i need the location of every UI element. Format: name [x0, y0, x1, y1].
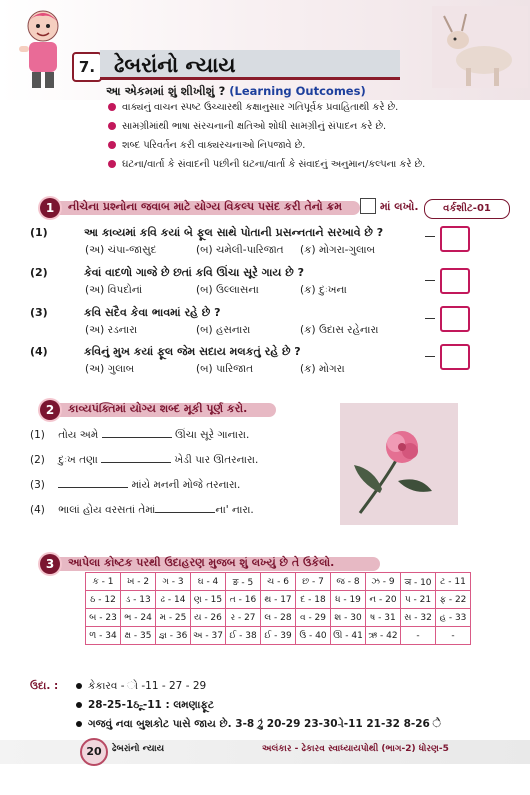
- section1-title: નીચેના પ્રશ્નોના જવાબ માટે યોગ્ય વિકલ્પ પસંદ કરી તેનો ક્રમ: [68, 200, 343, 213]
- question-text: કવિનું મુખ કયાં ફૂલ જેમ સદાય મલકતું રહે છે ?: [84, 345, 301, 358]
- table-cell: ષ - 31: [366, 609, 401, 627]
- poem-line: [30, 502, 254, 517]
- option-b: (બ) ઉલ્લાસના: [196, 284, 259, 296]
- section1-title-end: માં લખો.: [380, 200, 419, 213]
- table-row: [86, 591, 471, 609]
- table-cell: ખ - 2: [121, 573, 156, 591]
- bullet-icon: [108, 141, 116, 149]
- table-cell: જ્ઞ - 36: [156, 627, 191, 645]
- line-after: ના' નારા.: [215, 504, 254, 516]
- table-cell: ક - 1: [86, 573, 121, 591]
- option-c: (ક) દુઃખના: [300, 284, 347, 296]
- table-cell: ઋ - 42: [366, 627, 401, 645]
- option-c: (ક) ઉદાસ રહેનારા: [300, 324, 379, 336]
- line-after: ઊંચા સૂરે ગાનારા.: [174, 429, 250, 441]
- option-b: (બ) પારિજાત: [196, 363, 254, 375]
- learning-outcome-text: વાક્યનું વાચન સ્પષ્ટ ઉચ્ચારથી કક્ષાનુસાર ગતિપૂર્વક પ્રવાહિતાથી કરે છે.: [122, 102, 399, 113]
- option-b: (બ) ચમેલી-પારિજાત: [196, 244, 284, 256]
- option-a: (અ) ગુલાબ: [85, 363, 135, 375]
- option-a: (અ) વિપદોનાં: [85, 284, 143, 296]
- learning-outcome-text: શબ્દ પરિવર્તન કરી વાક્યરચનાઓ નિપજાવે છે.: [122, 140, 306, 151]
- fill-blank[interactable]: [58, 477, 128, 488]
- table-cell: વ - 29: [296, 609, 331, 627]
- option-a: (અ) ચંપા-જાસુદ: [85, 244, 157, 256]
- answer-dash: [425, 280, 435, 281]
- section2-number: 2: [40, 400, 60, 420]
- fill-blank[interactable]: [101, 452, 171, 463]
- table-cell: ડ - 13: [121, 591, 156, 609]
- table-cell: ઠ - 12: [86, 591, 121, 609]
- table-cell: ગ - 3: [156, 573, 191, 591]
- table-cell: ઢ - 14: [156, 591, 191, 609]
- table-cell: ઘ - 4: [191, 573, 226, 591]
- question-number: (1): [30, 226, 48, 239]
- line-before: તોય અમે: [58, 429, 99, 441]
- table-cell: -: [401, 627, 436, 645]
- table-cell: ત - 16: [226, 591, 261, 609]
- table-row: [86, 609, 471, 627]
- line-number: (2): [30, 454, 45, 466]
- example-item: [76, 718, 441, 731]
- option-c: (ક) મોગરા-ગુલાબ: [300, 244, 376, 256]
- example-item: [76, 680, 206, 693]
- table-cell: પ - 21: [401, 591, 436, 609]
- table-row: [86, 627, 471, 645]
- section3-title: આપેલા કોષ્ટક પરથી ઉદાહરણ મુજબ શું લખ્યું છે તે ઉકેલો.: [68, 556, 335, 569]
- question-text: આ કાવ્યમાં કવિ કયાં બે ફૂલ સાથે પોતાની પ્રસન્નતાને સરખાવે છે ?: [84, 226, 384, 239]
- line-number: (3): [30, 479, 45, 491]
- table-cell: ફ - 22: [436, 591, 471, 609]
- table-cell: જ - 8: [331, 573, 366, 591]
- table-cell: ણ - 15: [191, 591, 226, 609]
- table-cell: ટ - 11: [436, 573, 471, 591]
- bullet-icon: [76, 683, 82, 689]
- footer-book-title: અલંકાર - ઢેકારવ સ્વાધ્યાયપોથી (ભાગ-2) ધોરણ-5: [262, 744, 449, 754]
- answer-box[interactable]: [440, 268, 470, 294]
- section2-title: કાવ્યપંક્તિમાં યોગ્ય શબ્દ મૂકી પૂર્ણ કરો.: [68, 402, 248, 415]
- table-cell: બ - 23: [86, 609, 121, 627]
- bullet-icon: [108, 103, 116, 111]
- section1-number: 1: [40, 198, 60, 218]
- bullet-icon: [76, 702, 82, 708]
- section3-number: 3: [40, 554, 60, 574]
- table-cell: થ - 17: [261, 591, 296, 609]
- learning-outcomes-heading-en: (Learning Outcomes): [229, 84, 366, 98]
- example-label: ઉદા. :: [30, 680, 59, 692]
- question-number: (4): [30, 345, 48, 358]
- learning-outcome-item: [108, 159, 425, 170]
- option-c: (ક) મોગરા: [300, 363, 345, 375]
- poem-line: [30, 427, 249, 442]
- line-after: માંયે મનની મોજે તરનારા.: [131, 479, 241, 491]
- question-number: (3): [30, 306, 48, 319]
- answer-box[interactable]: [440, 344, 470, 370]
- rose-flower-illustration: [340, 403, 458, 525]
- learning-outcome-text: ઘટના/વાર્તા કે સંવાદની પછીની ઘટના/વાર્તા કે સંવાદનું અનુમાન/કલ્પના કરે છે.: [122, 159, 426, 170]
- table-cell: ભ - 24: [121, 609, 156, 627]
- question-text: કેવાં વાદળો ગાજે છે છતાં કવિ ઊંચા સૂરે ગાય છે ?: [84, 266, 304, 279]
- answer-dash: [425, 356, 435, 357]
- table-cell: દ - 18: [296, 591, 331, 609]
- poem-line: [30, 477, 240, 492]
- table-cell: ङ - 5: [226, 573, 261, 591]
- letter-code-table: [85, 572, 471, 645]
- table-cell: ઈ - 38: [226, 627, 261, 645]
- table-cell: અ - 37: [191, 627, 226, 645]
- table-cell: ળ - 34: [86, 627, 121, 645]
- learning-outcomes-heading: [106, 84, 366, 99]
- page-number: 20: [80, 738, 108, 766]
- table-cell: હ - 33: [436, 609, 471, 627]
- table-cell: ન - 20: [366, 591, 401, 609]
- cartoon-boy-illustration: [14, 6, 72, 90]
- learning-outcomes-heading-gu: આ એકમમાં શું શીખીશું ?: [106, 84, 226, 98]
- table-cell: મ - 25: [156, 609, 191, 627]
- table-cell: ચ - 6: [261, 573, 296, 591]
- line-number: (1): [30, 429, 45, 441]
- table-cell: ધ - 19: [331, 591, 366, 609]
- table-cell: છ - 7: [296, 573, 331, 591]
- answer-square: [360, 198, 376, 214]
- table-cell: સ - 32: [401, 609, 436, 627]
- table-cell: ઊ - 41: [331, 627, 366, 645]
- answer-dash: [425, 318, 435, 319]
- table-row: [86, 573, 471, 591]
- bullet-icon: [76, 721, 82, 727]
- worksheet-tag: વર્કશીટ-01: [424, 199, 510, 219]
- bullet-icon: [108, 160, 116, 168]
- question-number: (2): [30, 266, 48, 279]
- table-cell: ઈ - 39: [261, 627, 296, 645]
- example-item: [76, 699, 214, 712]
- table-cell: -: [436, 627, 471, 645]
- table-cell: ર - 27: [226, 609, 261, 627]
- line-before: દુઃખ તણા: [58, 454, 98, 466]
- example-text: ગજવું નવા બુશકોટ પાસે જાય છે. 3-8 2ું 20-29 23-30-ો-11 21-32 8-26 ે: [88, 718, 441, 730]
- fill-blank[interactable]: [155, 502, 215, 513]
- footer-chapter-title: ઢેબરાંનો ન્યાય: [112, 744, 165, 754]
- line-before: ભાલાં હોય વરસતાં તેમાં: [58, 504, 156, 516]
- example-text: 28-25-1ઠ-ૂ-11 : લમણાફૂટ: [88, 699, 215, 711]
- poem-line: [30, 452, 258, 467]
- table-cell: ઝ - 9: [366, 573, 401, 591]
- table-cell: ઉ - 40: [296, 627, 331, 645]
- line-after: ખેડી પાર ઊતરનારા.: [174, 454, 259, 466]
- answer-box[interactable]: [440, 226, 470, 252]
- answer-dash: [425, 236, 435, 237]
- option-a: (અ) રડનારા: [85, 324, 138, 336]
- chapter-number: 7.: [72, 52, 102, 82]
- learning-outcome-item: [108, 140, 305, 151]
- question-text: કવિ સદૈવ કેવા ભાવમાં રહે છે ?: [84, 306, 221, 319]
- answer-box[interactable]: [440, 306, 470, 332]
- example-text: કેકારવ - ો -11 - 27 - 29: [88, 680, 207, 692]
- bullet-icon: [108, 122, 116, 130]
- fill-blank[interactable]: [102, 427, 172, 438]
- option-b: (બ) હસનારા: [196, 324, 251, 336]
- chapter-title: ઢેબરાંનો ન્યાય: [100, 50, 400, 80]
- line-number: (4): [30, 504, 45, 516]
- table-cell: ય - 26: [191, 609, 226, 627]
- learning-outcome-item: [108, 102, 398, 113]
- table-cell: લ - 28: [261, 609, 296, 627]
- goat-illustration: [432, 6, 528, 88]
- table-cell: ક્ષ - 35: [121, 627, 156, 645]
- learning-outcome-text: સામગ્રીમાંથી ભાષા સંરચનાની ક્ષતિઓ શોધી સામગ્રીનું સંપાદન કરે છે.: [122, 121, 387, 132]
- table-cell: ञ - 10: [401, 573, 436, 591]
- learning-outcome-item: [108, 121, 386, 132]
- table-cell: શ - 30: [331, 609, 366, 627]
